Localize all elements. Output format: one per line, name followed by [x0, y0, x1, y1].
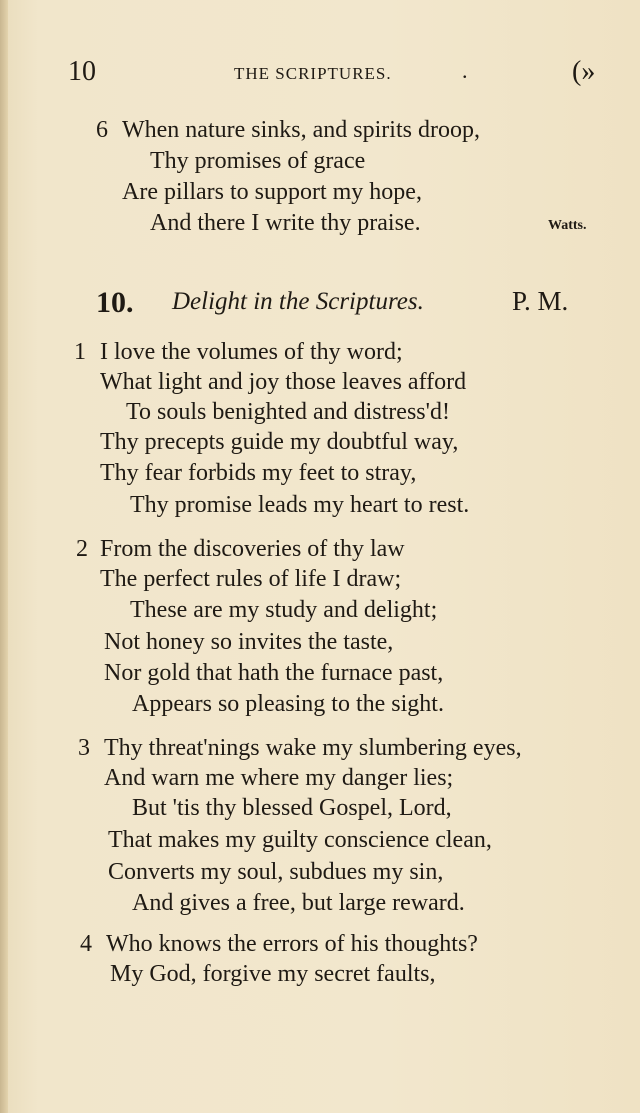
verse-line: Who knows the errors of his thoughts? — [106, 931, 478, 957]
verse-line: Are pillars to support my hope, — [122, 179, 422, 205]
verse-number: 2 — [76, 536, 88, 562]
verse-line: Appears so pleasing to the sight. — [132, 691, 444, 717]
verse-line: And warn me where my danger lies; — [104, 765, 454, 791]
verse-line: From the discoveries of thy law — [100, 536, 405, 562]
verse-line: And there I write thy praise. — [150, 210, 421, 236]
stray-dot: . — [462, 58, 468, 83]
verse-number: 1 — [74, 339, 86, 365]
verse-line: Converts my soul, subdues my sin, — [108, 859, 444, 885]
verse-line: To souls benighted and distress'd! — [126, 399, 450, 425]
running-head: THE SCRIPTURES. — [234, 64, 392, 83]
hymn-number: 10. — [96, 286, 134, 319]
verse-line: Thy promise leads my heart to rest. — [130, 492, 470, 518]
verse-line: These are my study and delight; — [130, 597, 438, 623]
bracket-mark: (» — [572, 56, 596, 87]
verse-line: My God, forgive my secret faults, — [110, 961, 436, 987]
hymn-meter: P. M. — [512, 286, 569, 316]
verse-line: What light and joy those leaves afford — [100, 369, 467, 395]
page-edge — [0, 0, 8, 1113]
verse-number: 4 — [80, 931, 92, 957]
page-number: 10 — [68, 56, 96, 87]
verse-number: 6 — [96, 117, 108, 143]
verse-line: And gives a free, but large reward. — [132, 890, 465, 916]
verse-line: Nor gold that hath the furnace past, — [104, 660, 444, 686]
verse-line: Not honey so invites the taste, — [104, 629, 394, 655]
hymn-title: Delight in the Scriptures. — [172, 288, 424, 315]
verse-line: That makes my guilty conscience clean, — [108, 827, 492, 853]
verse-line: Thy threat'nings wake my slumbering eyes, — [104, 735, 522, 761]
hymn-heading — [96, 286, 616, 320]
verse-line: I love the volumes of thy word; — [100, 339, 403, 365]
page-header — [0, 56, 640, 92]
verse-number: 3 — [78, 735, 90, 761]
verse-line: Thy fear forbids my feet to stray, — [100, 460, 417, 486]
verse-line: Thy precepts guide my doubtful way, — [100, 429, 459, 455]
verse-line: The perfect rules of life I draw; — [100, 566, 402, 592]
verse-line: Thy promises of grace — [150, 148, 366, 174]
verse-line: But 'tis thy blessed Gospel, Lord, — [132, 795, 452, 821]
author-attribution: Watts. — [548, 218, 587, 233]
verse-line: When nature sinks, and spirits droop, — [122, 117, 480, 143]
